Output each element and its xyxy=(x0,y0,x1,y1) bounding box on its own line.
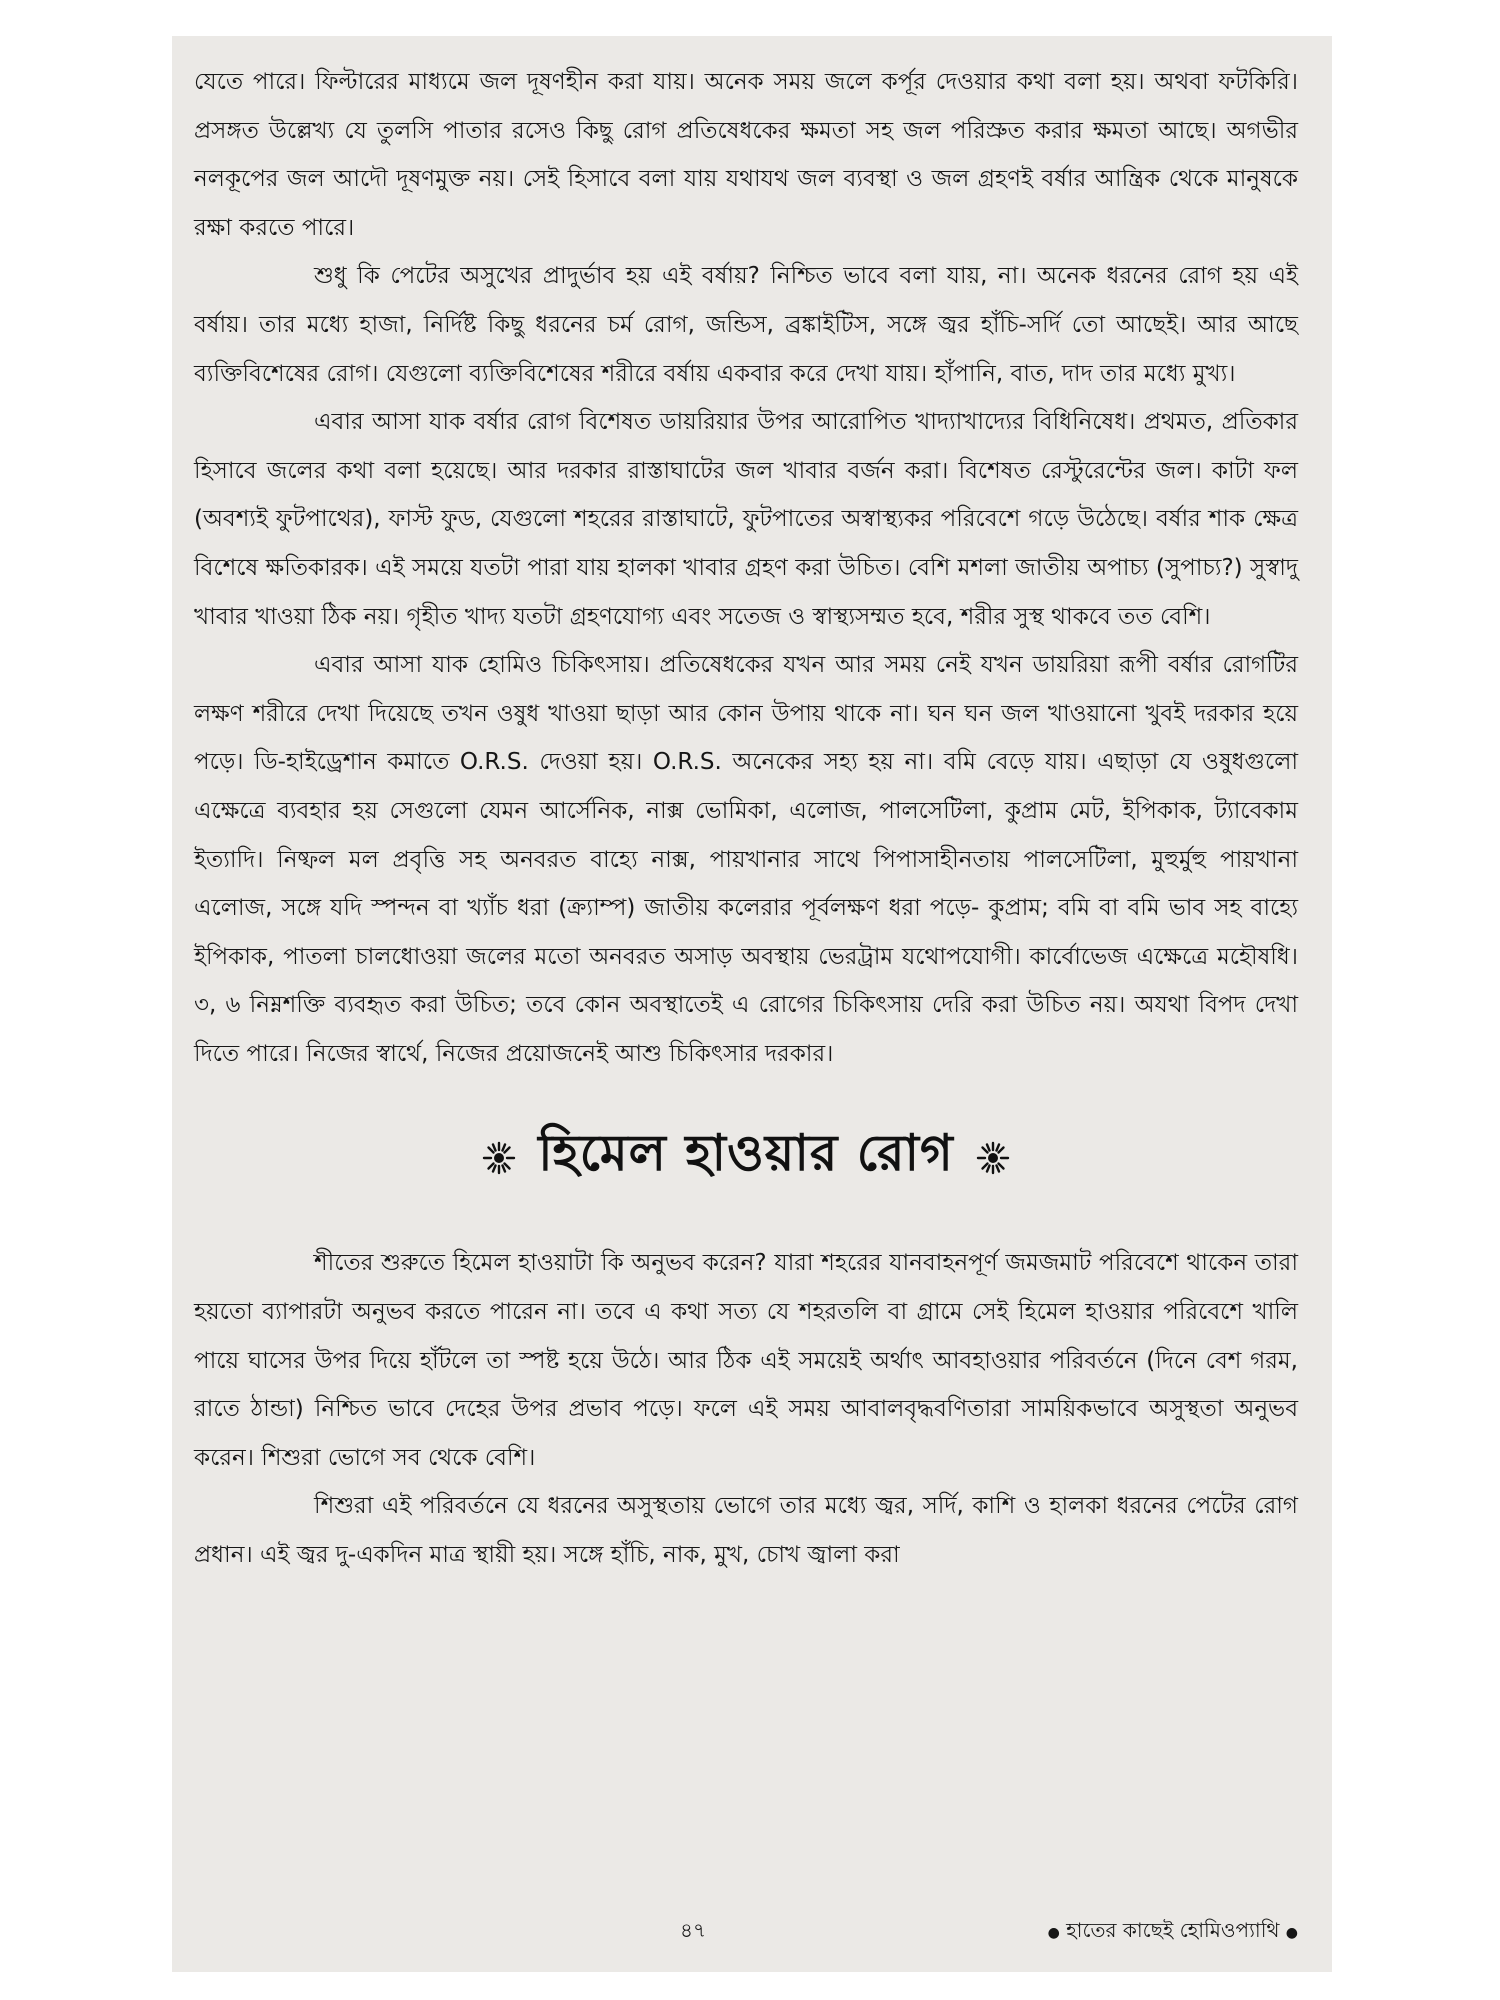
paragraph: যেতে পারে। ফিল্টারের মাধ্যমে জল দূষণহীন করা যায়। অনেক সময় জলে কর্পূর দেওয়ার কথা বলা হয়। অথবা ফটকিরি। প্রসঙ্গত উল্লেখ্য যে তুলসি পাতার রসেও কিছু রোগ প্রতিষেধকের ক্ষমতা সহ জল পরিস্রুত করার ক্ষমতা আছে। অগভীর নলকূপের জল আদৌ দূষণমুক্ত নয়। সেই হিসাবে বলা যায় যথাযথ জল ব্যবস্থা ও জল গ্রহণই বর্ষার আন্ত্রিক থেকে মানুষকে রক্ষা করতে পারে। xyxy=(194,69,1298,241)
paragraph: শুধু কি পেটের অসুখের প্রাদুর্ভাব হয় এই বর্ষায়? নিশ্চিত ভাবে বলা যায়, না। অনেক ধরনের রোগ হয় এই বর্ষায়। তার মধ্যে হাজা, নির্দিষ্ট কিছু ধরনের চর্ম রোগ, জন্ডিস, ব্রঙ্কাইটিস, সঙ্গে জ্বর হাঁচি-সর্দি তো আছেই। আর আছে ব্যক্তিবিশেষের রোগ। যেগুলো ব্যক্তিবিশেষের শরীরে বর্ষায় একবার করে দেখা যায়। হাঁপানি, বাত, দাদ তার মধ্যে মুখ্য। xyxy=(194,263,1298,387)
sunburst-ornament-icon xyxy=(976,1141,1010,1175)
bullet-icon: ● xyxy=(1047,1925,1060,1941)
book-page xyxy=(172,36,1332,1972)
page-footer xyxy=(172,1916,1332,1950)
running-title xyxy=(1048,1916,1298,1949)
bullet-icon: ● xyxy=(1285,1925,1298,1941)
section-heading: হিমেল হাওয়ার রোগ xyxy=(538,1123,954,1183)
body-text-top xyxy=(194,58,1298,1078)
paragraph: শিশুরা এই পরিবর্তনে যে ধরনের অসুস্থতায় ভোগে তার মধ্যে জ্বর, সর্দি, কাশি ও হালকা ধরনের পেটের রোগ প্রধান। এই জ্বর দু-একদিন মাত্র স্থায়ী হয়। সঙ্গে হাঁচি, নাক, মুখ, চোখ জ্বালা করা xyxy=(194,1493,1298,1569)
body-text-bottom xyxy=(194,1239,1298,1579)
section-heading-row xyxy=(194,1116,1298,1199)
sunburst-ornament-icon xyxy=(482,1141,516,1175)
running-title-text: হাতের কাছেই হোমিওপ্যাথি xyxy=(1066,1918,1280,1942)
paragraph: এবার আসা যাক হোমিও চিকিৎসায়। প্রতিষেধকের যখন আর সময় নেই যখন ডায়রিয়া রূপী বর্ষার রোগটির লক্ষণ শরীরে দেখা দিয়েছে তখন ওষুধ খাওয়া ছাড়া আর কোন উপায় থাকে না। ঘন ঘন জল খাওয়ানো খুবই দরকার হয়ে পড়ে। ডি-হাইড্রেশান কমাতে O.R.S. দেওয়া হয়। O.R.S. অনেকের সহ্য হয় না। বমি বেড়ে যায়। এছাড়া যে ওষুধগুলো এক্ষেত্রে ব্যবহার হয় সেগুলো যেমন আর্সেনিক, নাক্স ভোমিকা, এলোজ, পালসেটিলা, কুপ্রাম মেট, ইপিকাক, ট্যাবেকাম ইত্যাদি। নিষ্ফল মল প্রবৃত্তি সহ অনবরত বাহ্যে নাক্স, পায়খানার সাথে পিপাসাহীনতায় পালসেটিলা, মুহুর্মুহু পায়খানা এলোজ, সঙ্গে যদি স্পন্দন বা খ্যাঁচ ধরা (ক্র্যাম্প) জাতীয় কলেরার পূর্বলক্ষণ ধরা পড়ে- কুপ্রাম; বমি বা বমি ভাব সহ বাহ্যে ইপিকাক, পাতলা চালধোওয়া জলের মতো অনবরত অসাড় অবস্থায় ভেরট্রাম যথোপযোগী। কার্বোভেজ এক্ষেত্রে মহৌষধি। ৩, ৬ নিম্নশক্তি ব্যবহৃত করা উচিত; তবে কোন অবস্থাতেই এ রোগের চিকিৎসায় দেরি করা উচিত নয়। অযথা বিপদ দেখা দিতে পারে। নিজের স্বার্থে, নিজের প্রয়োজনেই আশু চিকিৎসার দরকার। xyxy=(194,652,1298,1067)
paragraph: শীতের শুরুতে হিমেল হাওয়াটা কি অনুভব করেন? যারা শহরের যানবাহনপূর্ণ জমজমাট পরিবেশে থাকেন তারা হয়তো ব্যাপারটা অনুভব করতে পারেন না। তবে এ কথা সত্য যে শহরতলি বা গ্রামে সেই হিমেল হাওয়ার পরিবেশে খালি পায়ে ঘাসের উপর দিয়ে হাঁটলে তা স্পষ্ট হয়ে উঠে। আর ঠিক এই সময়েই অর্থাৎ আবহাওয়ার পরিবর্তনে (দিনে বেশ গরম, রাতে ঠান্ডা) নিশ্চিত ভাবে দেহের উপর প্রভাব পড়ে। ফলে এই সময় আবালবৃদ্ধবণিতারা সাময়িকভাবে অসুস্থতা অনুভব করেন। শিশুরা ভোগে সব থেকে বেশি। xyxy=(194,1250,1298,1471)
page-number: ৪৭ xyxy=(680,1918,706,1942)
paragraph: এবার আসা যাক বর্ষার রোগ বিশেষত ডায়রিয়ার উপর আরোপিত খাদ্যাখাদ্যের বিধিনিষেধ। প্রথমত, প্রতিকার হিসাবে জলের কথা বলা হয়েছে। আর দরকার রাস্তাঘাটের জল খাবার বর্জন করা। বিশেষত রেস্টুরেন্টের জল। কাটা ফল (অবশ্যই ফুটপাথের), ফাস্ট ফুড, যেগুলো শহরের রাস্তাঘাটে, ফুটপাতের অস্বাস্থ্যকর পরিবেশে গড়ে উঠেছে। বর্ষার শাক ক্ষেত্র বিশেষে ক্ষতিকারক। এই সময়ে যতটা পারা যায় হালকা খাবার গ্রহণ করা উচিত। বেশি মশলা জাতীয় অপাচ্য (সুপাচ্য?) সুস্বাদু খাবার খাওয়া ঠিক নয়। গৃহীত খাদ্য যতটা গ্রহণযোগ্য এবং সতেজ ও স্বাস্থ্যসম্মত হবে, শরীর সুস্থ থাকবে তত বেশি। xyxy=(194,409,1298,630)
